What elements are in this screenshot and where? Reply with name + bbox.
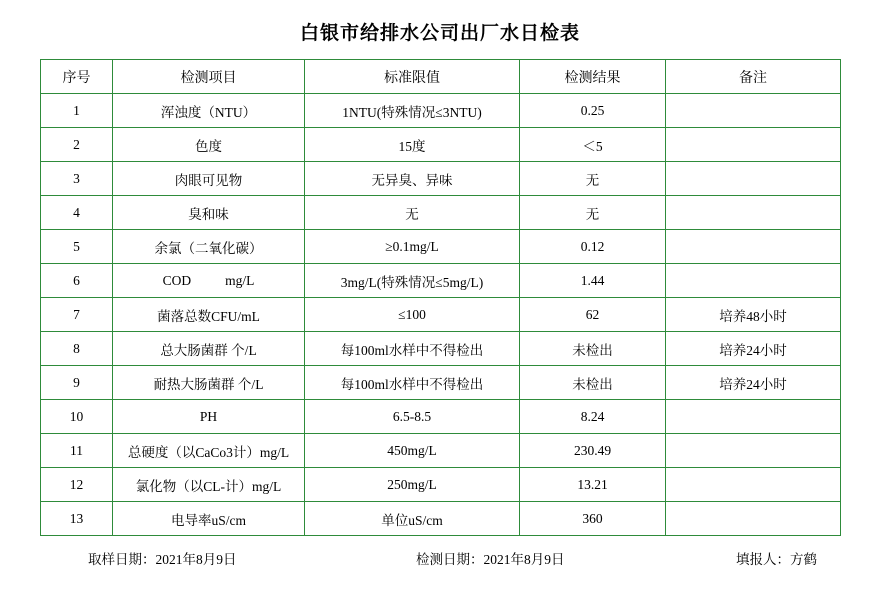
- cell-item: 总大肠菌群 个/L: [113, 332, 305, 366]
- cell-no: 4: [41, 196, 113, 230]
- table-row: [41, 434, 841, 468]
- cell-remark: [666, 264, 841, 298]
- cell-no: 10: [41, 400, 113, 434]
- cell-result: 无: [520, 162, 666, 196]
- cell-result: 1.44: [520, 264, 666, 298]
- cell-no: 11: [41, 434, 113, 468]
- cell-item-name: COD: [162, 272, 192, 288]
- cell-limit: ≥0.1mg/L: [305, 230, 520, 264]
- cell-limit: 无: [305, 196, 520, 230]
- cell-limit: 每100ml水样中不得检出: [305, 366, 520, 400]
- cell-remark: [666, 230, 841, 264]
- testing-date: 检测日期：2021年8月9日: [416, 552, 565, 567]
- table-row: [41, 366, 841, 400]
- cell-item: [113, 264, 305, 298]
- cell-result: 无: [520, 196, 666, 230]
- cell-remark: [666, 400, 841, 434]
- table-row: [41, 400, 841, 434]
- reporter: 填报人：方鹤: [736, 552, 817, 567]
- table-header-row: [41, 60, 841, 94]
- cell-item: 色度: [113, 128, 305, 162]
- table-row: [41, 502, 841, 536]
- cell-result: 未检出: [520, 366, 666, 400]
- cell-no: 6: [41, 264, 113, 298]
- table-row: [41, 162, 841, 196]
- footer: [40, 548, 840, 568]
- cell-result: 0.25: [520, 94, 666, 128]
- cell-no: 2: [41, 128, 113, 162]
- cell-item: 总硬度（以CaCo3计）mg/L: [113, 434, 305, 468]
- cell-result: 62: [520, 298, 666, 332]
- table-row: [41, 230, 841, 264]
- cell-result: 未检出: [520, 332, 666, 366]
- cell-result: 230.49: [520, 434, 666, 468]
- sampling-date: 取样日期：2021年8月9日: [88, 552, 237, 567]
- cell-item: 菌落总数CFU/mL: [113, 298, 305, 332]
- cell-item: 浑浊度（NTU）: [113, 94, 305, 128]
- cell-result: 13.21: [520, 468, 666, 502]
- cell-remark: 培养48小时: [666, 298, 841, 332]
- table-row: [41, 264, 841, 298]
- page-title: 白银市给排水公司出厂水日检表: [299, 23, 580, 44]
- report-table-wrap: [40, 59, 840, 536]
- cell-item: 氯化物（以CL-计）mg/L: [113, 468, 305, 502]
- cell-remark: 培养24小时: [666, 332, 841, 366]
- cell-remark: [666, 162, 841, 196]
- cell-item: 臭和味: [113, 196, 305, 230]
- column-header-item: 检测项目: [113, 60, 305, 94]
- cell-limit: 250mg/L: [305, 468, 520, 502]
- cell-result: 360: [520, 502, 666, 536]
- cell-item: 电导率uS/cm: [113, 502, 305, 536]
- water-quality-table: [40, 59, 841, 536]
- table-row: [41, 468, 841, 502]
- cell-limit: 15度: [305, 128, 520, 162]
- cell-result: 0.12: [520, 230, 666, 264]
- cell-result: 8.24: [520, 400, 666, 434]
- table-row: [41, 128, 841, 162]
- column-header-no: 序号: [41, 60, 113, 94]
- cell-limit: 3mg/L(特殊情况≤5mg/L): [305, 264, 520, 298]
- cell-limit: 1NTU(特殊情况≤3NTU): [305, 94, 520, 128]
- cell-limit: 每100ml水样中不得检出: [305, 332, 520, 366]
- cell-item: 余氯（二氧化碳）: [113, 230, 305, 264]
- cell-no: 8: [41, 332, 113, 366]
- cell-limit: 450mg/L: [305, 434, 520, 468]
- column-header-limit: 标准限值: [305, 60, 520, 94]
- table-row: [41, 298, 841, 332]
- cell-remark: [666, 502, 841, 536]
- cell-remark: [666, 128, 841, 162]
- table-row: [41, 94, 841, 128]
- cell-no: 12: [41, 468, 113, 502]
- cell-no: 9: [41, 366, 113, 400]
- cell-item: 耐热大肠菌群 个/L: [113, 366, 305, 400]
- cell-limit: 无异臭、异味: [305, 162, 520, 196]
- cell-no: 5: [41, 230, 113, 264]
- cell-remark: 培养24小时: [666, 366, 841, 400]
- column-header-remark: 备注: [666, 60, 841, 94]
- cell-limit: ≤100: [305, 298, 520, 332]
- cell-remark: [666, 468, 841, 502]
- cell-item: PH: [113, 400, 305, 434]
- cell-no: 1: [41, 94, 113, 128]
- cell-no: 13: [41, 502, 113, 536]
- cell-result: ＜5: [520, 128, 666, 162]
- column-header-result: 检测结果: [520, 60, 666, 94]
- table-row: [41, 196, 841, 230]
- cell-remark: [666, 434, 841, 468]
- cell-remark: [666, 94, 841, 128]
- cell-item-unit: mg/L: [225, 272, 255, 288]
- cell-remark: [666, 196, 841, 230]
- cell-no: 3: [41, 162, 113, 196]
- table-row: [41, 332, 841, 366]
- cell-limit: 6.5-8.5: [305, 400, 520, 434]
- cell-limit: 单位uS/cm: [305, 502, 520, 536]
- cell-item: 肉眼可见物: [113, 162, 305, 196]
- cell-no: 7: [41, 298, 113, 332]
